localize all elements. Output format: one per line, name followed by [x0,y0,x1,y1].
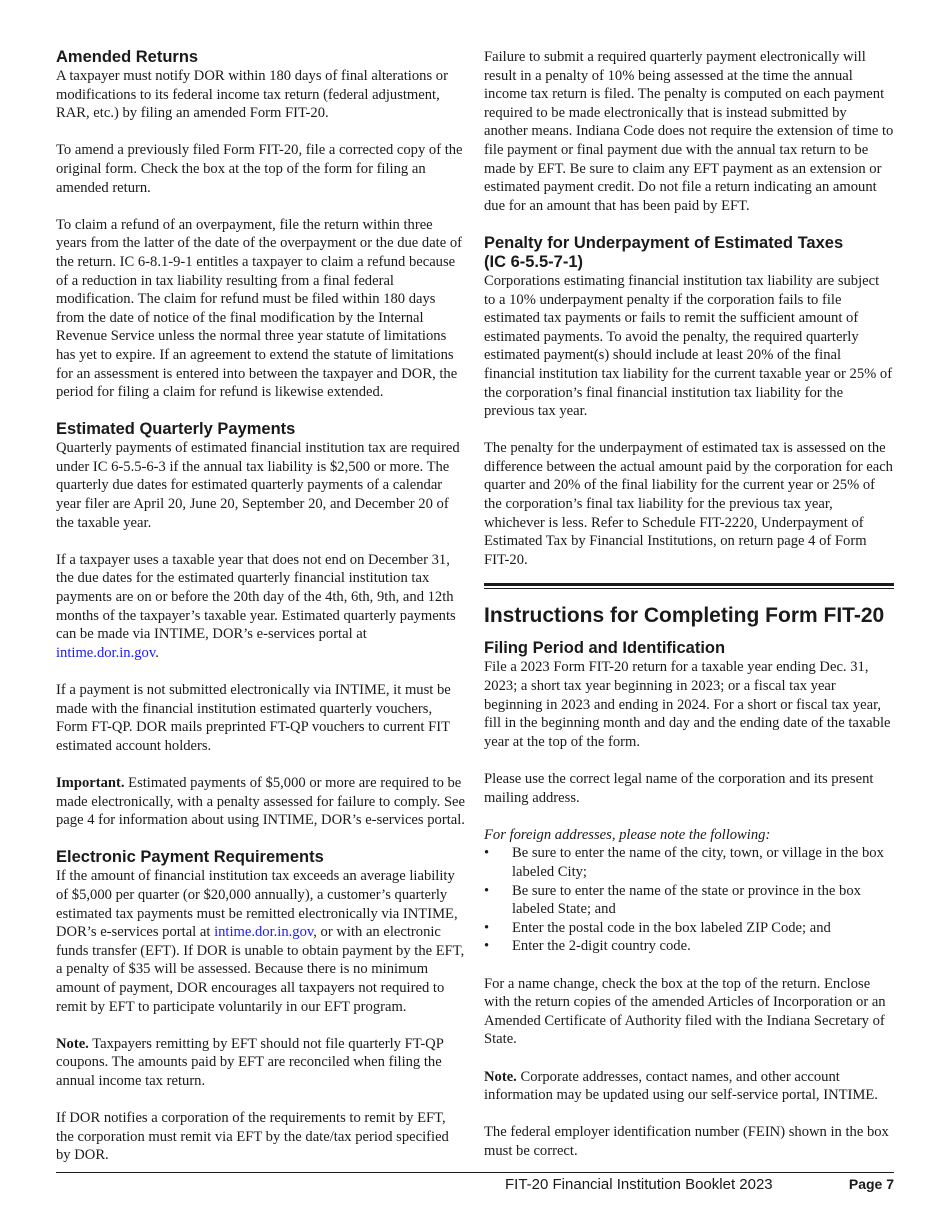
estimated-p2-end: . [155,644,159,661]
penalty-heading-line-1: Penalty for Underpayment of Estimated Taxes [484,233,844,252]
filing-period-paragraph-2: Please use the correct legal name of the corporation and its present mailing address. [484,771,874,806]
intime-link[interactable]: intime.dor.in.gov [56,644,156,661]
filing-period-heading: Filing Period and Identification [484,639,726,658]
list-item: • Enter the 2-digit country code. [484,937,894,956]
amended-returns-heading: Amended Returns [56,48,199,66]
list-item: • Be sure to enter the name of the state or province in the box labeled State; and [484,882,894,919]
footer-page-number: Page 7 [848,1176,894,1192]
note-label: Note. [56,1035,89,1052]
note2-paragraph [484,1068,894,1105]
footer-booklet-title: FIT-20 Financial Institution Booklet 2023 [505,1176,773,1193]
estimated-payments-paragraph-1: Quarterly payments of estimated financial institution tax are required under IC 6-5.5-6-3 if the annual tax liability is $2,500 or more. The quarterly due dates for estimated quarterly payments of a calendar year filer are April 20, June 20, September 20, and December 20 of the taxable year. [56,440,460,531]
amended-returns-paragraph-1: A taxpayer must notify DOR within 180 days of final alterations or modifications to its federal income tax return (federal adjustment, RAR, etc.) by filing an amended Form FIT-20. [56,68,448,122]
electronic-payment-paragraph-3: If DOR notifies a corporation of the requirements to remit by EFT, the corporation must remit via EFT by the date/tax period specified by DOR. [56,1110,449,1164]
note2-label: Note. [484,1068,517,1085]
estimated-payments-paragraph-2 [56,551,466,663]
footer-divider [56,1172,894,1173]
note2-text: Corporate addresses, contact names, and other account information may be updated using our self-service portal, INTIME. [484,1068,878,1104]
section-divider [484,583,894,589]
intime-link-2[interactable]: intime.dor.in.gov [214,924,314,941]
note-paragraph [56,1035,466,1091]
important-paragraph [56,774,466,830]
penalty-paragraph-1: Corporations estimating financial institution tax liability are subject to a 10% underpayment penalty if the corporation fails to file estimated tax payments or fails to remit the sufficient amount of estimated payments. To avoid the penalty, the required quarterly estimated payment(s) should include at least 20% of the final financial institution tax liability for the current taxable year or 25% of the corporation’s final financial institution tax liability for the previous tax year. [484,272,893,420]
document-page [56,48,894,1168]
note-text: Taxpayers remitting by EFT should not file quarterly FT-QP coupons. The amounts paid by EFT are reconciled when filing the annual income tax return. [56,1035,444,1089]
important-text: Estimated payments of $5,000 or more are required to be made electronically, with a penalty assessed for failure to comply. See page 4 for information about using INTIME, DOR’s e-services portal. [56,774,466,829]
electronic-payment-paragraph-1 [56,867,466,1016]
amended-returns-paragraph-2: To amend a previously filed Form FIT-20, file a corrected copy of the original form. Check the box at the top of the form for filing an amended return. [56,142,463,196]
failure-paragraph: Failure to submit a required quarterly payment electronically will result in a penalty of 10% being assessed at the time the annual income tax return is filed. The penalty is computed on each payment required to be made electronically that is instead submitted by another means. Indiana Code does not require the extension of time to file payment or final payment due with the annual tax return to be made by EFT. Be sure to claim any EFT payment as an extension or estimated payment credit. Do not file a return indicating an amount due for an amount that has been paid by EFT. [484,49,894,214]
electronic-payment-heading: Electronic Payment Requirements [56,848,324,867]
amended-returns-paragraph-3: To claim a refund of an overpayment, file the return within three years from the latter of the date of the overpayment or the due date of the return. IC 6-8.1-9-1 entitles a taxpayer to claim a refund because of a reduction in tax liability resulting from a final federal modification. The claim for refund must be filed within 180 days from the date of notice of the final modification by the Internal Revenue Service unless the normal three year statute of limitations has yet to expire. If an agreement to extend the statute of limitations for an assessment is entered into between the taxpayer and DOR, the period for filing a claim for refund is likewise extended. [56,216,463,401]
estimated-payments-heading: Estimated Quarterly Payments [56,420,296,439]
penalty-paragraph-2: The penalty for the underpayment of estimated tax is assessed on the difference between the actual amount paid by the corporation for each quarter and 20% of the final liability for the current year or 25% of the corporation’s final tax liability for the previous tax year, whichever is less. Refer to Schedule FIT-2220, Underpayment of Estimated Tax by Financial Institutions, on return page 4 of Form FIT-20. [484,440,893,568]
name-change-paragraph: For a name change, check the box at the top of the return. Enclose with the return copies of the amended Articles of Incorporation or an Amended Certificate of Authority filed with the Indiana Secretary of State. [484,975,886,1048]
right-column [484,48,894,1160]
important-label: Important. [56,774,125,791]
foreign-addresses-intro-text: For foreign addresses, please note the following: [484,826,771,843]
foreign-addresses-intro [484,826,894,845]
filing-period-paragraph-1: File a 2023 Form FIT-20 return for a taxable year ending Dec. 31, 2023; a short tax year beginning in 2023; or a fiscal tax year beginning in 2023 and ending in 2024. For a short or fiscal tax year, fill in the beginning month and day and the ending date of the taxable year at the top of the form. [484,659,891,750]
penalty-heading-line-2: (IC 6-5.5-7-1) [484,252,584,271]
electronic-p1-text-a: If the amount of financial institution tax exceeds an average liability of $5,000 per quarter (or $20,000 annually), a customer’s quarterly estimated tax payments must be remitted electronically via INTIME, DOR’s e-services portal at [56,868,458,941]
foreign-address-list [484,844,894,956]
instructions-heading: Instructions for Completing Form FIT-20 [484,604,885,628]
estimated-p2-text: If a taxpayer uses a taxable year that does not end on December 31, the due dates for the estimated quarterly financial institution tax payments are on or before the 20th day of the 4th, 6th, 9th, and 12th months of the taxpayer’s taxable year. Estimated quarterly payments can be made via INTIME, DOR’s e-services portal at [56,551,456,643]
penalty-heading [484,234,894,272]
list-item: • Enter the postal code in the box labeled ZIP Code; and [484,919,894,938]
estimated-payments-paragraph-3: If a payment is not submitted electronically via INTIME, it must be made with the financial institution estimated quarterly vouchers, Form FT-QP. DOR mails preprinted FT-QP vouchers to current FIT estimated account holders. [56,682,451,754]
fein-paragraph: The federal employer identification number (FEIN) shown in the box must be correct. [484,1124,889,1159]
left-column [56,48,466,1165]
electronic-p1-text-b: , or with an electronic funds transfer (EFT). If DOR is unable to obtain payment by the EFT, a penalty of $35 will be assessed. Because there is no minimum amount of payment, DOR encourages all taxpayers not required to remit by EFT to participate voluntarily in our EFT program. [56,924,465,1015]
list-item: • Be sure to enter the name of the city, town, or village in the box labeled City; [484,844,894,881]
